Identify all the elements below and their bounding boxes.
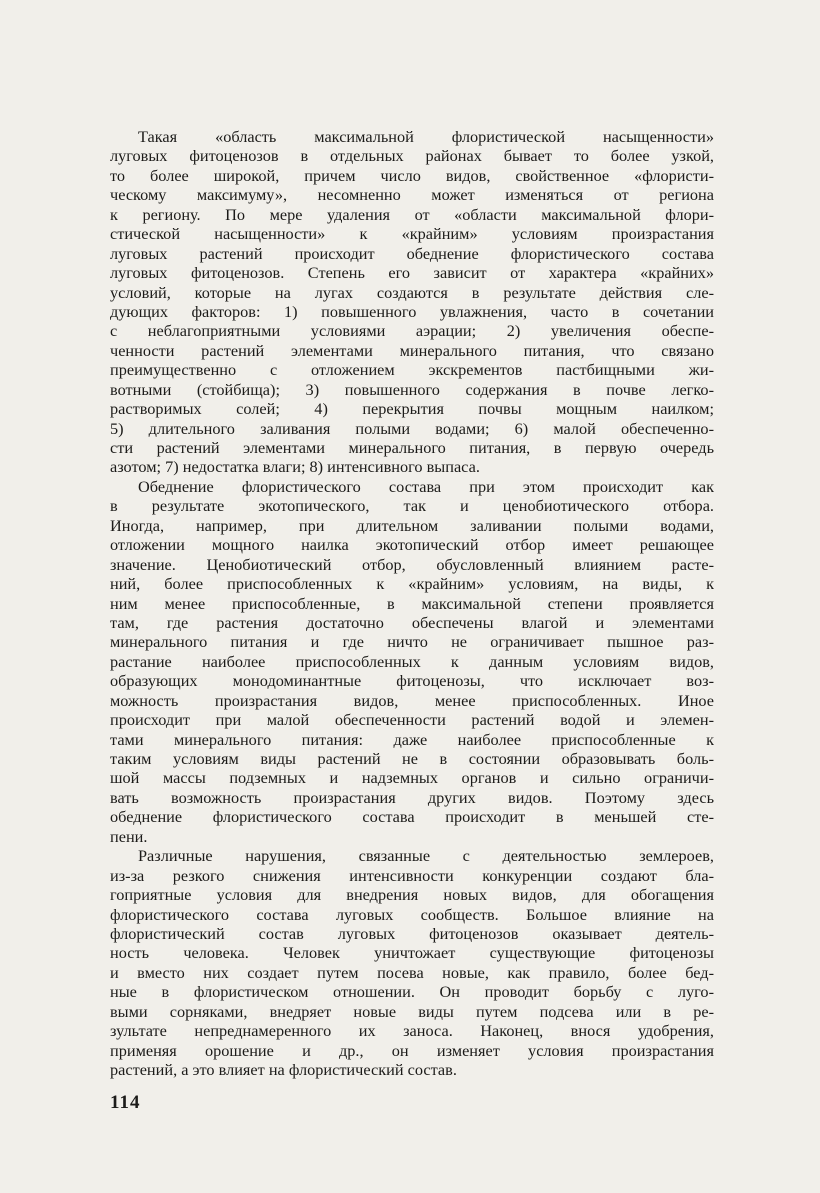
text-line: гоприятные условия для внедрения новых видов, для обогащения	[110, 885, 714, 905]
text-line: ним менее приспособленные, в максимальной степени проявляется	[110, 593, 714, 613]
text-line: вать возможность произрастания других видов. Поэтому здесь	[110, 787, 714, 807]
text-line: ность человека. Человек уничтожает существующие фитоценозы	[110, 943, 714, 963]
text-line: луговых фитоценозов. Степень его зависит от характера «крайних»	[110, 263, 714, 283]
text-line: и вместо них создает путем посева новые, как правило, более бед-	[110, 962, 714, 982]
text-line: луговых растений происходит обеднение флористического состава	[110, 243, 714, 263]
text-line: вотными (стойбища); 3) повышенного содержания в почве легко-	[110, 379, 714, 399]
text-line: таким условиям виды растений не в состоянии образовывать боль-	[110, 749, 714, 768]
text-line: из-за резкого снижения интенсивности конкуренции создают бла-	[110, 865, 714, 885]
text-line: преимущественно с отложением экскрементов пастбищными жи-	[110, 360, 714, 380]
text-line: ческому максимуму», несомненно может изменяться от региона	[110, 185, 714, 205]
paragraph-1	[110, 127, 714, 477]
text-line: условий, которые на лугах создаются в результате действия сле-	[110, 282, 714, 302]
text-line: Иногда, например, при длительном заливании полыми водами,	[110, 515, 714, 535]
text-line: происходит при малой обеспеченности растений водой и элемен-	[110, 710, 714, 730]
text-line: флористического состава луговых сообществ. Большое влияние на	[110, 904, 714, 924]
text-line: Различные нарушения, связанные с деятельностью землероев,	[138, 846, 714, 866]
text-line: значение. Ценобиотический отбор, обусловленный влиянием расте-	[110, 554, 714, 574]
text-line: отложении мощного наилка экотопический отбор имеет решающее	[110, 535, 714, 555]
text-line: там, где растения достаточно обеспечены влагой и элементами	[110, 612, 714, 632]
body-text	[110, 127, 714, 1079]
text-line: ные в флористическом отношении. Он проводит борьбу с луго-	[110, 982, 714, 1002]
text-line: к региону. По мере удаления от «области максимальной флори-	[110, 204, 714, 224]
text-line: в результате экотопического, так и ценобиотического отбора.	[110, 496, 714, 516]
text-line: выми сорняками, внедряет новые виды путем подсева или в ре-	[110, 1001, 714, 1021]
text-line: растворимых солей; 4) перекрытия почвы мощным наилком;	[110, 399, 714, 419]
text-line: применяя орошение и др., он изменяет условия произрастания	[110, 1040, 714, 1060]
text-line: то более широкой, причем число видов, свойственное «флористи-	[110, 165, 714, 185]
text-line: минерального питания и где ничто не ограничивает пышное раз-	[110, 632, 714, 652]
page-number: 114	[110, 1092, 141, 1113]
text-line: Такая «область максимальной флористической насыщенности»	[138, 127, 714, 146]
text-line: растений, а это влияет на флористический состав.	[110, 1060, 457, 1079]
text-line: луговых фитоценозов в отдельных районах бывает то более узкой,	[110, 146, 714, 166]
text-line: Обеднение флористического состава при этом происходит как	[138, 476, 714, 496]
text-line: ченности растений элементами минерального питания, что связано	[110, 340, 714, 360]
text-line: тами минерального питания: даже наиболее приспособленные к	[110, 729, 714, 749]
paragraph-2	[110, 477, 714, 846]
text-line: стической насыщенности» к «крайним» условиям произрастания	[110, 224, 714, 244]
text-line: дующих факторов: 1) повышенного увлажнения, часто в сочетании	[110, 301, 714, 321]
text-line: можность произрастания видов, менее приспособленных. Иное	[110, 690, 714, 710]
paragraph-3	[110, 846, 714, 1079]
text-line: зультате непреднамеренного их заноса. Наконец, внося удобрения,	[110, 1021, 714, 1041]
text-line: азотом; 7) недостатка влаги; 8) интенсивного выпаса.	[110, 457, 480, 477]
text-line: 5) длительного заливания полыми водами; 6) малой обеспеченно-	[110, 418, 714, 438]
text-line: растание наиболее приспособленных к данным условиям видов,	[110, 651, 714, 671]
text-line: с неблагоприятными условиями аэрации; 2) увеличения обеспе-	[110, 321, 714, 341]
text-line: флористический состав луговых фитоценозов оказывает деятель-	[110, 923, 714, 943]
text-line: обеднение флористического состава происходит в меньшей сте-	[110, 807, 714, 827]
text-line: пени.	[110, 826, 148, 846]
text-line: сти растений элементами минерального питания, в первую очередь	[110, 438, 714, 457]
text-line: шой массы подземных и надземных органов и сильно ограничи-	[110, 768, 714, 788]
text-line: образующих монодоминантные фитоценозы, что исключает воз-	[110, 671, 714, 691]
text-line: ний, более приспособленных к «крайним» условиям, на виды, к	[110, 574, 714, 594]
